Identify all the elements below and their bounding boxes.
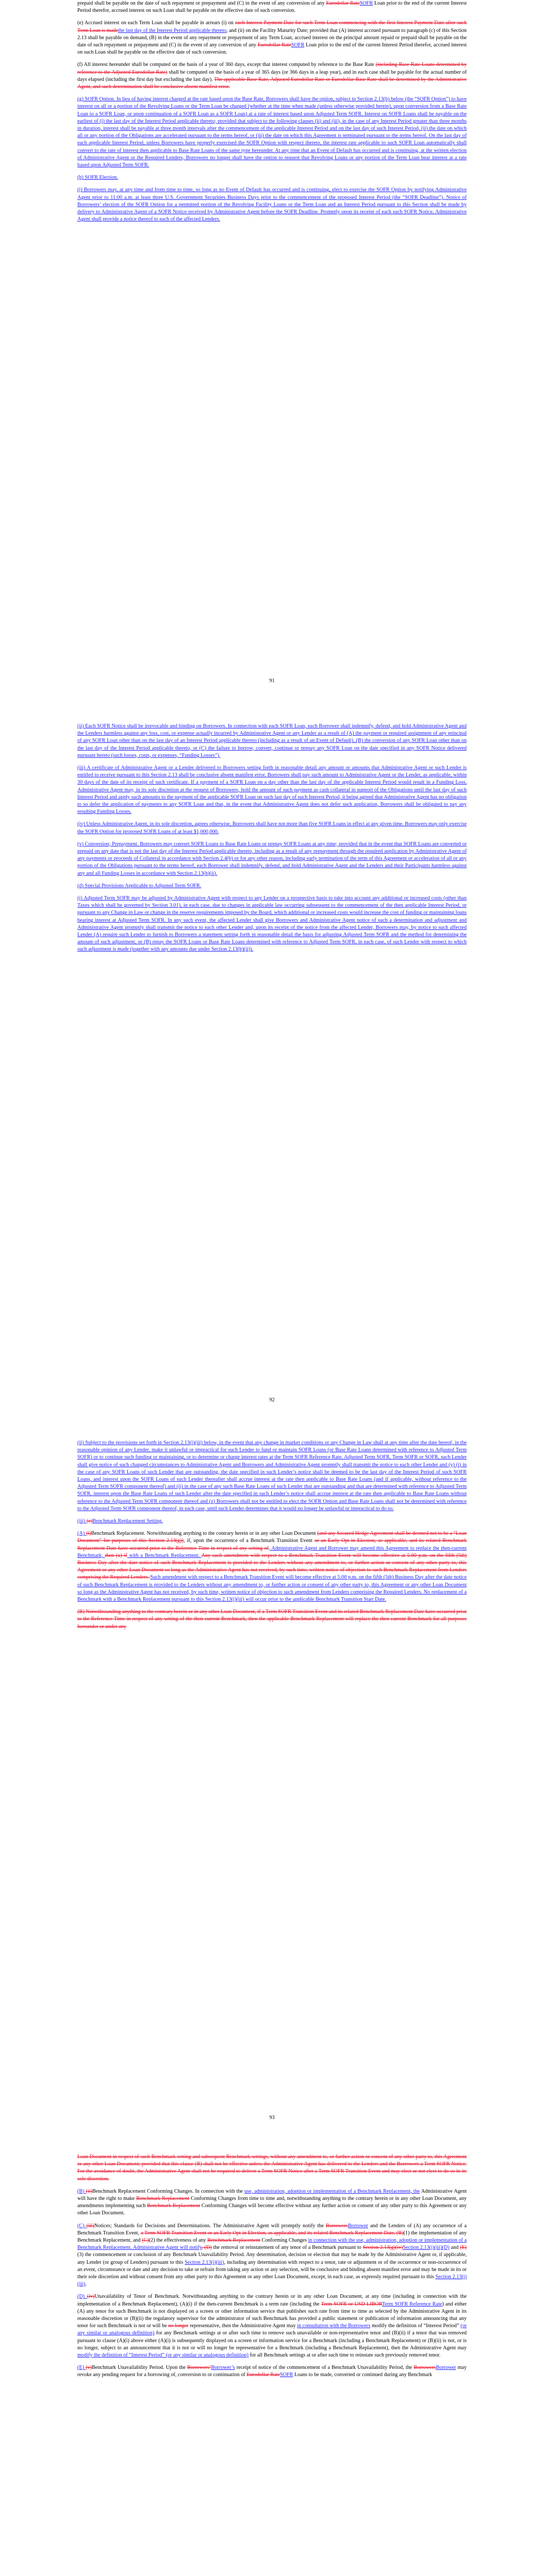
deleted-text: Benchmark Replacement xyxy=(147,2203,200,2209)
page-block xyxy=(77,2154,467,2384)
inserted-text: Section 2.13(i)(iii) xyxy=(185,2259,224,2265)
inserted-text: (or any similar or analogous definition) xyxy=(77,2323,467,2336)
inserted-text: Such amendment with respect to a Benchmark Transition Event will become effective at 5:00 p.m. on the fifth (5th) Business Day after the date notice of such Benchmark Replacement is provided to the Lenders without any amendment to, or further action or consent of any other party to, this Agreement or any other Loan Document so long as the Administrative Agent has not received, by such time, written notice of objection to such amendment from Lenders comprising the Required Lenders. No replacement of a Benchmark with a Benchmark Replacement pursuant to this Section 2.13(i)(iii) will occur prior to the applicable Benchmark Transition Start Date. xyxy=(77,1574,467,1603)
inserted-text: SOFR xyxy=(359,1,373,6)
deleted-text: Benchmark Replacement xyxy=(207,2238,260,2244)
inserted-text: with a Benchmark Replacement. xyxy=(127,1552,202,1558)
paragraph xyxy=(77,20,467,56)
deleted-text: Section 2.13(g)(iv) xyxy=(362,2245,403,2251)
paragraph xyxy=(77,174,467,181)
inserted-text: in connection with the use, administration, adoption or implementation of a Benchmark Replacement. Administrative Agent will notify xyxy=(77,2238,467,2251)
body-text: (f) All interest hereunder shall be computed on the basis of a year of 360 days, except that interest computed by reference to the Base Rate xyxy=(77,62,376,68)
deleted-text: (i) xyxy=(86,1531,91,1537)
deleted-text: Borrowers’ xyxy=(187,2365,211,2371)
body-text: , and (ii) on the Facility Maturity Date; provided that (A) interest accrued pursuant to paragraph (c) of this Section 2.13 shall be payable on demand, (B) in the event of any repayment or prepayment of any Term Loan, accrued interest on the principal amount repaid or prepaid shall be payable on the date of such repayment or prepayment and (C) in the event of any conversion of any xyxy=(77,27,467,48)
paragraph xyxy=(77,2188,467,2217)
paragraph xyxy=(77,1439,467,1513)
body-text: representative, then the Administrative Agent may xyxy=(188,2323,298,2329)
deleted-text: or an Early Opt-in Election, as applicable, and its related Benchmark Replacement Date have occurred prior to the Reference Time in respect of any setting of xyxy=(77,1538,467,1551)
body-text: the removal or reinstatement of any tenor of a Benchmark pursuant to xyxy=(211,2245,363,2251)
deleted-text: Borrowers xyxy=(414,2365,436,2371)
inserted-text: Borrower xyxy=(436,2365,456,2371)
deleted-text: Eurodollar Rate xyxy=(326,1,360,6)
deleted-text: (ii) xyxy=(86,2188,92,2194)
inserted-text: Borrower xyxy=(348,2223,368,2229)
deleted-text: Term SOFR or USD LIBOR xyxy=(321,2301,382,2307)
deleted-text: Benchmark Replacement xyxy=(136,2196,190,2202)
paragraph xyxy=(77,723,467,759)
deleted-text: (v) xyxy=(86,2365,92,2371)
deleted-text: (iii) xyxy=(86,2223,94,2229)
body-text: Notices; Standards for Decisions and Determinations. The Administrative Agent will promptly notify the xyxy=(94,2223,326,2229)
inserted-text: (B) xyxy=(77,2188,86,2194)
body-text: Loan prior to the end of the current Interest Period therefor, accrued interest on such Loan shall be payable on the effective date of such conversion. xyxy=(77,1,467,14)
paragraph xyxy=(77,821,467,835)
paragraph xyxy=(77,1530,467,1603)
page-block xyxy=(77,723,467,959)
paragraph xyxy=(77,765,467,816)
body-text: Conforming Changes will become effective without any further action or consent of any other party to this Agreement or any other Loan Document. xyxy=(77,2203,467,2216)
inserted-text: use, administration, adoption or implementation of a Benchmark Replacement, the xyxy=(244,2188,420,2194)
body-text: Benchmark Unavailability Period. Upon the xyxy=(92,2365,187,2371)
inserted-text: (iii) xyxy=(77,1518,87,1524)
inserted-text: (D) xyxy=(77,2294,87,2300)
inserted-text: Term SOFR Reference Rate xyxy=(382,2301,442,2307)
inserted-text: (iii) A certificate of Administrative Agent or a Lender delivered to Borrowers setting forth in reasonable detail any amount or amounts that Administrative Agent or such Lender is entitled to receive pursuant to this Section 2.13 shall be conclusive absent manifest error. Borrowers shall pay such amount to Administrative Agent or the Lender, as applicable, within 30 days of the date of its receipt of such certificate. If a payment of a SOFR Loan on a day other than the last day of the applicable Interest Period would result in a Funding Loss, Administrative Agent may, in its sole discretion at the request of Borrowers, hold the amount of such payment as cash collateral in support of the Obligations until the last day of such Interest Period and apply such amounts to the payment of the applicable SOFR Loan on such last day of such Interest Period, it being agreed that Administrative Agent has no obligation to so defer the application of payments to any SOFR Loan and that, in the event that Administrative Agent does not defer such application, Borrowers shall be obligated to pay any resulting Funding Losses. xyxy=(77,765,467,815)
inserted-text: (d) Special Provisions Applicable to Adjusted Term SOFR. xyxy=(77,883,202,889)
deleted-text: Any such amendment with respect to a Benchmark Transition Event will become effective at 5:00 p.m. on the fifth (5th) Business Day after the date notice of such Benchmark Replacement is provided to the Lenders without any amendment to, or further action or consent of any other party to, this Agreement or any other Loan Document so long as the Administrative Agent has not received, by such time, written notice of objection to such Benchmark Replacement from Lenders comprising the Required Lenders. xyxy=(77,1552,467,1581)
deleted-text: Loan Document in respect of such Benchmark setting and subsequent Benchmark settings, without any amendment to, or further action or consent of any other party to, this Agreement or any other Loan Document; provided that this clause (B) shall not be effective unless the Administrative Agent has delivered to the Lenders and the Borrowers a Term SOFR Notice. For the avoidance of doubt, the Administrative Agent shall not be required to deliver a Term SOFR Notice after a Term SOFR Transition Event and may elect or not elect to do so in its sole discretion. xyxy=(77,2154,467,2182)
inserted-text: in consultation with the Borrowers xyxy=(297,2323,371,2329)
inserted-text: (g) SOFR Option. In lieu of having interest charged at the rate based upon the Base Rate, Borrowers shall have the option, subject to Section 2.13(b) below (the “SOFR Option”) to have interest on all or a portion of the Revolving Loans or the Term Loan be charged (whether at the time when made (unless otherwise provided herein), upon conversion from a Base Rate Loan to a SOFR Loan, or upon continuation of a SOFR Loan as a SOFR Loan) at a rate of interest based upon Adjusted Term SOFR. Interest on SOFR Loans shall be payable on the earliest of (i) the last day of the Interest Period applicable thereto; provided that subject to the following clauses (ii) and (iii), in the case of any Interest Period greater than three months in duration, interest shall be payable at three month intervals after the commencement of the applicable Interest Period and on the last day of such Interest Period, (ii) the date on which all or any portion of the Obligations are accelerated pursuant to the terms hereof, or (iii) the date on which this Agreement is terminated pursuant to the terms hereof. On the last day of each applicable Interest Period, unless Borrowers have properly exercised the SOFR Option with respect thereto, the interest rate applicable to such SOFR Loan automatically shall convert to the rate of interest then applicable to Base Rate Loans of the same type hereunder. At any time that an Event of Default has occurred and is continuing, at the written election of Administrative Agent or the Required Lenders, Borrowers no longer shall have the option to request that Revolving Loans or any portion of the Term Loan bear interest at a rate based upon Adjusted Term SOFR. xyxy=(77,96,467,168)
deleted-text: The applicable Base Rate, Adjusted Eurodollar Rate or Eurodollar Base Rate shall be determined by the Administrative Agent, and such determination shall be conclusive absent manifest error. xyxy=(77,76,467,90)
body-text: ) and either (A) any tenor for such Benchmark is not displayed on a screen or other information service that publishes such rate from time to time as selected by the Administrative Agent in its reasonable discretion or (B)(ii) the regulatory supervisor for the administrator of such Benchmark has provided a public statement or publication of information announcing that any tenor for such Benchmark is not or will be xyxy=(77,2301,467,2329)
deleted-text: Eurodollar Rate xyxy=(257,42,291,48)
body-text: (2) the effectiveness of any xyxy=(149,2238,208,2244)
deleted-text: (e) xyxy=(86,1518,93,1524)
inserted-text: (ii) Subject to the provisions set forth in Section 2.13(i)(iii) below, in the event that any change in market conditions or any Change in Law shall at any time after the date hereof, in the reasonable opinion of any Lender, make it unlawful or impractical for such Lender to fund or maintain SOFR Loans (or Base Rate Loans determined with reference to Adjusted Term SOFR) or to continue such funding or maintaining, or to determine or charge interest rates at the Term SOFR Reference Rate, Adjusted Term SOFR, Term SOFR or SOFR, such Lender shall give notice of such changed circumstances to Administrative Agent and Borrowers and Administrative Agent promptly shall transmit the notice to each other Lender and (y) (i) in the case of any SOFR Loans of such Lender that are outstanding, the date specified in such Lender’s notice shall be deemed to be the last day of the Interest Period of such SOFR Loans, and interest upon the SOFR Loans of such Lender thereafter shall accrue interest at the rate then applicable to Base Rate Loans (and if applicable, without reference to the Adjusted Term SOFR component thereof) and (ii) in the case of any such Base Rate Loans of such Lender that are outstanding and that are determined with reference to Adjusted Term SOFR, interest upon the Base Rate Loans of such Lender after the date specified in such Lender’s notice shall accrue interest at the rate then applicable to Base Rate Loans without reference to the Adjusted Term SOFR component thereof and (z) Borrowers shall not be entitled to elect the SOFR Option and Base Rate Loans shall not be determined with reference to the Adjusted Term SOFR component thereof, in each case, until such Lender determines that it would no longer be unlawful or impractical to do so. xyxy=(77,1440,467,1512)
page-block xyxy=(77,1439,467,1636)
inserted-text: , Administrative Agent and Borrower may amend this Agreement to replace the then-current Benchmark, xyxy=(77,1545,467,1558)
inserted-text: (ii) Each SOFR Notice shall be irrevocable and binding on Borrowers. In connection with each SOFR Loan, each Borrower shall indemnify, defend, and hold Administrative Agent and the Lenders harmless against any loss, cost, or expense actually incurred by Administrative Agent or any Lender as a result of (A) the payment or required assignment of any principal of any SOFR Loan other than on the last day of an Interest Period applicable thereto (including as a result of an Event of Default), (B) the conversion of any SOFR Loan other than on the last day of the Interest Period applicable thereto, or (C) the failure to borrow, convert, continue or prepay any SOFR Loan on the date specified in any SOFR Notice delivered pursuant hereto (such losses, costs, or expenses, “Funding Losses”). xyxy=(77,723,467,758)
deleted-text: each Interest Payment Date for such Term Loan commencing with the first Interest Payment Date after such Term Loan is made xyxy=(77,20,467,33)
inserted-text: (h) SOFR Election. xyxy=(77,175,118,181)
body-text: Loans to be made, converted or continued during any Benchmark xyxy=(293,2372,433,2378)
body-text: , including any determination with respect to a tenor, rate or adjustment or of the occurrence or non-occurrence of an event, circumstance or date and any decision to take or refrain from taking any action or any selection, will be conclusive and binding absent manifest error and may be made in its or their sole discretion and without consent from any other party to this Agreement or any other Loan Document, except, in each case, as expressly required pursuant to this xyxy=(77,2259,467,2280)
page-block xyxy=(77,0,467,228)
inserted-text: SOFR xyxy=(279,2372,293,2378)
paragraph xyxy=(77,895,467,954)
deleted-text: (E) xyxy=(459,2245,467,2251)
inserted-text: (A) xyxy=(77,1531,86,1537)
body-text: Loan prior to the end of the current Interest Period therefor, accrued interest on such Loan shall be payable on the effective date of such conversion. xyxy=(77,42,467,56)
body-text: . xyxy=(85,2281,87,2287)
paragraph xyxy=(77,2364,467,2379)
body-text: Benchmark Replacement. Notwithstanding anything to the contrary herein or in any other Loan Document xyxy=(91,1531,318,1537)
paragraph xyxy=(77,2293,467,2359)
deleted-text: then (x) if xyxy=(105,1552,127,1558)
page-number: 92 xyxy=(269,1397,275,1403)
body-text: (1) the implementation of any Benchmark Replacement, and xyxy=(77,2230,467,2244)
deleted-text: no longer xyxy=(168,2323,189,2329)
deleted-text: Eurodollar Rate xyxy=(246,2372,280,2378)
body-text: and the Lenders of (A) any occurrence of a Benchmark Transition Event, xyxy=(77,2223,467,2236)
paragraph xyxy=(77,1518,467,1525)
inserted-text: (C) xyxy=(77,2223,87,2229)
page-number: 93 xyxy=(269,2115,275,2121)
inserted-text: (iv) Unless Administrative Agent, in its sole discretion, agrees otherwise, Borrowers shall have not more than five SOFR Loans in effect at any given time. Borrowers may only exercise the SOFR Option for proposed SOFR Loans of at least $1,000,000. xyxy=(77,821,467,835)
inserted-text: SOFR xyxy=(291,42,305,48)
body-text: shall be computed on the basis of a year of 365 days (or 366 days in a leap year), and in each case shall be payable for the actual number of days elapsed (including the first day but excluding the last day). xyxy=(77,69,467,82)
inserted-text: modify the definition of “Interest Period” (or any similar or analogous definition) xyxy=(77,2352,249,2359)
paragraph xyxy=(77,0,467,14)
deleted-text: Borrowers xyxy=(325,2223,348,2229)
inserted-text: the last day of the Interest Period applicable thereto xyxy=(118,27,226,33)
body-text: for any Benchmark settings at or after such time to remove such unavailable or non-representative tenor and (B)(ii) if a tenor that was removed pursuant to clause (A)(i) above either (A)(i) is subsequently displayed on a screen or information service for a Benchmark (including a Benchmark Replacement) or (B)(ii) is not, or is no longer, subject to an announcement that it is not or will no longer be representative for a Benchmark (including a Benchmark Replacement), then the Administrative Agent may xyxy=(77,2330,467,2351)
body-text: prepaid shall be payable on the date of such repayment or prepayment and (C) in the event of any conversion of any xyxy=(77,1,326,6)
body-text: for all Benchmark settings at or after such time to reinstate such previously removed tenor. xyxy=(248,2352,441,2359)
page-number: 91 xyxy=(269,678,275,684)
inserted-text: (i) Adjusted Term SOFR may be adjusted by Administrative Agent with respect to any Lender on a prospective basis to take into account any additional or increased costs (other than Taxes which shall be governed by Section 3.01), in each case, due to changes in applicable law occurring subsequent to the commencement of the then applicable Interest Period, or pursuant to any Change in Law or change in the reserve requirements imposed by the Board, which additional or increased costs would increase the cost of funding or maintaining loans bearing interest at Adjusted Term SOFR. In any such event, the affected Lender shall give Borrowers and Administrative Agent notice of such a determination and adjustment and Administrative Agent promptly shall transmit the notice to each other Lender and, upon its receipt of the notice from the affected Lender, Borrowers may, by notice to such affected Lender (A) require such Lender to furnish to Borrowers a statement setting forth in reasonable detail the basis for adjusting Adjusted Term SOFR and the method for determining the amount of such adjustment, or (B) repay the SOFR Loans or Base Rate Loans determined with reference to Adjusted Term SOFR, in each case, of such Lender with respect to which such adjustment is made (together with any amounts due under Section 2.13(h)(ii)). xyxy=(77,895,467,953)
paragraph xyxy=(77,2223,467,2289)
body-text: , if, upon the occurrence of a Benchmark Transition Event xyxy=(183,1538,315,1544)
paragraph xyxy=(77,61,467,91)
body-text: and xyxy=(449,2245,460,2251)
inserted-text: Borrower’s xyxy=(211,2365,235,2371)
paragraph xyxy=(77,1608,467,1631)
deleted-text: (and any Secured Hedge Agreement shall be deemed not to be a “Loan Document” for purposes of this Section 2.13(g)) xyxy=(77,1531,467,1544)
inserted-text: (E) xyxy=(77,2365,86,2371)
inserted-text: Benchmark Replacement Setting. xyxy=(92,1518,163,1524)
body-text: Benchmark Replacement Conforming Changes. In connection with the xyxy=(92,2188,244,2194)
body-text: (3) the commencement or conclusion of any Benchmark Unavailability Period. Any determination, decision or election that may be made by the Administrative Agent or, if applicable, any Lender (or group of Lenders) pursuant to this xyxy=(77,2252,467,2265)
deleted-text: (B) Notwithstanding anything to the contrary herein or in any other Loan Document, if a Term SOFR Transition Event and its related Benchmark Replacement Date have occurred prior to the Reference Time in respect of any setting of the then-current Benchmark, then the applicable Benchmark Replacement will replace the then-current Benchmark for all purposes hereunder or under any xyxy=(77,1609,467,1630)
paragraph xyxy=(77,841,467,877)
body-text: Conforming Changes from time to time and, notwithstanding anything to the contrary herein or in any other Loan Document, any amendments implementing such xyxy=(77,2196,467,2209)
deleted-text: (including Base Rate Loans determined by reference to the Adjusted Eurodollar Rate) xyxy=(77,62,467,75)
inserted-text: Section 2.13(i)(iii)(D) xyxy=(403,2245,450,2251)
inserted-text: Section 2.13(i)(iii) xyxy=(77,2274,467,2287)
body-text: Unavailability of Tenor of Benchmark. Notwithstanding anything to the contrary herein or in any other Loan Document, at any time (including in connection with the implementation of a Benchmark Replacement), (A)(i) if the then-current Benchmark is a term rate (including the xyxy=(77,2294,467,2307)
deleted-text: (iv) xyxy=(87,2294,95,2300)
inserted-text: (v) Conversion; Prepayment. Borrowers may convert SOFR Loans to Base Rate Loans or prepay SOFR Loans at any time; provided that in the event that SOFR Loans are converted or prepaid on any date that is not the last day of the Interest Period applicable thereto, including as a result of any prepayment through the required application by Administrative Agent of any payments or proceeds of Collateral in accordance with Section 2.4(b) or for any other reason, including early termination of the term of this Agreement or acceleration of all or any portion of the Obligations pursuant to the terms hereof, each Borrower shall indemnify, defend, and hold Administrative Agent and the Lenders and their Participants harmless against any and all Funding Losses in accordance with Section 2.13(h)(ii). xyxy=(77,841,467,876)
body-text: Administrative Agent will have the right to make xyxy=(77,2188,467,2202)
paragraph xyxy=(77,2154,467,2183)
inserted-text: (i) Borrowers may, at any time and from time to time, so long as no Event of Default has occurred and is continuing, elect to exercise the SOFR Option by notifying Administrative Agent prior to 11:00 a.m. at least three U.S. Government Securities Business Days prior to the commencement of the proposed Interest Period (the “SOFR Deadline”). Notice of Borrowers’ election of the SOFR Option for a permitted portion of the Revolving Facility Loans or the Term Loan and an Interest Period pursuant to this Section shall be made by delivery to Administrative Agent of a SOFR Notice received by Administrative Agent before the SOFR Deadline. Promptly upon its receipt of each such SOFR Notice, Administrative Agent shall provide a notice thereof to each of the affected Lenders. xyxy=(77,187,467,223)
body-text: modify the definition of “Interest Period” xyxy=(370,2323,461,2329)
paragraph xyxy=(77,883,467,890)
body-text: receipt of notice of the commencement of a Benchmark Unavailability Period, the xyxy=(235,2365,414,2371)
body-text: (e) Accrued interest on each Term Loan shall be payable in arrears (i) on xyxy=(77,20,235,26)
deleted-text: (C) xyxy=(142,2238,149,2244)
paragraph xyxy=(77,187,467,223)
paragraph xyxy=(77,96,467,169)
body-text: Conforming Changes xyxy=(260,2238,308,2244)
deleted-text: a Term SOFR Transition Event or an Early Opt-in Election, as applicable, and its related Benchmark Replacement Date, (B) xyxy=(140,2230,404,2236)
body-text: may revoke any pending request for a borrowing of, conversion to or continuation of xyxy=(77,2365,467,2378)
deleted-text: , (D) xyxy=(202,2245,212,2251)
